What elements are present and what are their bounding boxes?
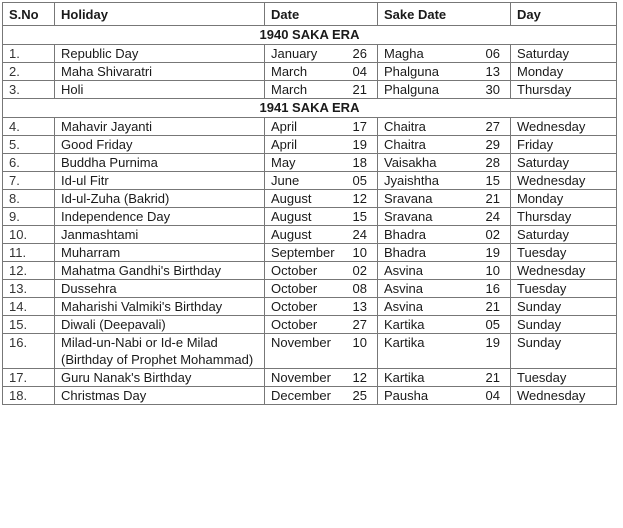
cell-sno: 10.	[3, 226, 55, 244]
cell-saka-date	[378, 316, 511, 334]
date-month: November	[271, 335, 331, 350]
section-row	[3, 99, 617, 118]
date-wrap	[271, 369, 371, 386]
saka-month: Asvina	[384, 281, 424, 296]
saka-wrap	[384, 262, 504, 279]
saka-day: 19	[485, 335, 500, 350]
date-wrap	[271, 226, 371, 243]
date-day: 18	[352, 155, 367, 170]
saka-month: Bhadra	[384, 227, 426, 242]
saka-day: 02	[485, 227, 500, 242]
date-month: April	[271, 119, 298, 134]
table-row	[3, 244, 617, 262]
date-wrap	[271, 262, 371, 279]
cell-holiday: Id-ul Fitr	[55, 172, 265, 190]
cell-saka-date	[378, 81, 511, 99]
date-day: 05	[352, 173, 367, 188]
saka-wrap	[384, 298, 504, 315]
cell-sno: 8.	[3, 190, 55, 208]
saka-month: Phalguna	[384, 64, 439, 79]
saka-wrap	[384, 81, 504, 98]
cell-day: Wednesday	[511, 387, 617, 405]
cell-holiday: Holi	[55, 81, 265, 99]
saka-wrap	[384, 136, 504, 153]
saka-day: 05	[485, 317, 500, 332]
cell-day: Saturday	[511, 154, 617, 172]
date-wrap	[271, 387, 371, 404]
cell-day: Tuesday	[511, 280, 617, 298]
table-row	[3, 154, 617, 172]
table-row	[3, 316, 617, 334]
cell-holiday: Maharishi Valmiki's Birthday	[55, 298, 265, 316]
date-day: 08	[352, 281, 367, 296]
saka-month: Sravana	[384, 209, 433, 224]
saka-day: 21	[485, 370, 500, 385]
cell-sno: 15.	[3, 316, 55, 334]
cell-sno: 18.	[3, 387, 55, 405]
cell-day: Tuesday	[511, 369, 617, 387]
date-month: March	[271, 82, 308, 97]
header-day: Day	[511, 3, 617, 26]
date-month: October	[271, 317, 318, 332]
table-row	[3, 262, 617, 280]
cell-day: Thursday	[511, 81, 617, 99]
cell-saka-date	[378, 63, 511, 81]
cell-sno: 16.	[3, 334, 55, 369]
date-day: 25	[352, 388, 367, 403]
cell-saka-date	[378, 136, 511, 154]
section-title: 1940 SAKA ERA	[3, 26, 617, 45]
cell-day: Monday	[511, 63, 617, 81]
cell-day: Sunday	[511, 334, 617, 369]
date-wrap	[271, 63, 371, 80]
date-month: October	[271, 299, 318, 314]
cell-day: Saturday	[511, 226, 617, 244]
date-day: 24	[352, 227, 367, 242]
date-day: 12	[352, 370, 367, 385]
saka-wrap	[384, 369, 504, 386]
date-wrap	[271, 190, 371, 207]
table-row	[3, 387, 617, 405]
saka-wrap	[384, 45, 504, 62]
cell-date	[265, 244, 378, 262]
cell-day: Wednesday	[511, 262, 617, 280]
saka-day: 19	[485, 245, 500, 260]
date-month: October	[271, 281, 318, 296]
cell-saka-date	[378, 387, 511, 405]
saka-month: Kartika	[384, 370, 425, 385]
saka-wrap	[384, 190, 504, 207]
saka-day: 15	[485, 173, 500, 188]
saka-month: Kartika	[384, 317, 425, 332]
cell-sno: 3.	[3, 81, 55, 99]
cell-date	[265, 369, 378, 387]
cell-holiday: Republic Day	[55, 45, 265, 63]
cell-date	[265, 154, 378, 172]
cell-date	[265, 262, 378, 280]
saka-day: 21	[485, 191, 500, 206]
saka-wrap	[384, 387, 504, 404]
date-wrap	[271, 298, 371, 315]
saka-month: Chaitra	[384, 137, 426, 152]
cell-date	[265, 316, 378, 334]
date-day: 26	[352, 46, 367, 61]
table-row	[3, 45, 617, 63]
saka-month: Pausha	[384, 388, 429, 403]
header-holiday: Holiday	[55, 3, 265, 26]
saka-day: 27	[485, 119, 500, 134]
saka-month: Sravana	[384, 191, 433, 206]
cell-holiday: Milad-un-Nabi or Id-e Milad (Birthday of Prophet Mohammad)	[55, 334, 265, 369]
cell-sno: 11.	[3, 244, 55, 262]
saka-day: 04	[485, 388, 500, 403]
section-title: 1941 SAKA ERA	[3, 99, 617, 118]
date-wrap	[271, 208, 371, 225]
cell-holiday: Mahatma Gandhi's Birthday	[55, 262, 265, 280]
cell-saka-date	[378, 45, 511, 63]
date-month: August	[271, 209, 312, 224]
cell-holiday: Diwali (Deepavali)	[55, 316, 265, 334]
saka-wrap	[384, 280, 504, 297]
cell-saka-date	[378, 298, 511, 316]
date-day: 19	[352, 137, 367, 152]
date-day: 17	[352, 119, 367, 134]
cell-date	[265, 208, 378, 226]
cell-day: Monday	[511, 190, 617, 208]
table-row	[3, 172, 617, 190]
cell-holiday: Dussehra	[55, 280, 265, 298]
cell-holiday: Mahavir Jayanti	[55, 118, 265, 136]
saka-month: Chaitra	[384, 119, 426, 134]
date-wrap	[271, 280, 371, 297]
saka-day: 29	[485, 137, 500, 152]
cell-date	[265, 298, 378, 316]
date-wrap	[271, 316, 371, 333]
cell-date	[265, 190, 378, 208]
date-day: 27	[352, 317, 367, 332]
date-day: 13	[352, 299, 367, 314]
cell-saka-date	[378, 334, 511, 369]
cell-date	[265, 226, 378, 244]
cell-date	[265, 136, 378, 154]
date-day: 02	[352, 263, 367, 278]
cell-date	[265, 172, 378, 190]
date-month: September	[271, 245, 335, 260]
saka-wrap	[384, 334, 504, 351]
cell-date	[265, 63, 378, 81]
cell-day: Wednesday	[511, 172, 617, 190]
cell-holiday: Good Friday	[55, 136, 265, 154]
cell-sno: 2.	[3, 63, 55, 81]
date-month: August	[271, 191, 312, 206]
table-row	[3, 226, 617, 244]
cell-holiday: Independence Day	[55, 208, 265, 226]
cell-sno: 1.	[3, 45, 55, 63]
date-month: November	[271, 370, 331, 385]
date-month: March	[271, 64, 308, 79]
header-sno: S.No	[3, 3, 55, 26]
cell-day: Sunday	[511, 298, 617, 316]
cell-day: Saturday	[511, 45, 617, 63]
section-row	[3, 26, 617, 45]
table-row	[3, 63, 617, 81]
cell-holiday: Guru Nanak's Birthday	[55, 369, 265, 387]
date-month: May	[271, 155, 296, 170]
table-row	[3, 369, 617, 387]
date-wrap	[271, 244, 371, 261]
cell-date	[265, 280, 378, 298]
saka-wrap	[384, 226, 504, 243]
cell-sno: 17.	[3, 369, 55, 387]
saka-day: 24	[485, 209, 500, 224]
saka-wrap	[384, 154, 504, 171]
date-wrap	[271, 154, 371, 171]
cell-sno: 5.	[3, 136, 55, 154]
saka-month: Phalguna	[384, 82, 439, 97]
date-day: 21	[352, 82, 367, 97]
saka-wrap	[384, 63, 504, 80]
cell-saka-date	[378, 172, 511, 190]
date-wrap	[271, 45, 371, 62]
cell-saka-date	[378, 118, 511, 136]
saka-day: 28	[485, 155, 500, 170]
cell-sno: 12.	[3, 262, 55, 280]
saka-month: Asvina	[384, 263, 424, 278]
date-day: 04	[352, 64, 367, 79]
cell-saka-date	[378, 244, 511, 262]
date-wrap	[271, 136, 371, 153]
date-month: June	[271, 173, 300, 188]
saka-month: Asvina	[384, 299, 424, 314]
cell-sno: 4.	[3, 118, 55, 136]
date-day: 15	[352, 209, 367, 224]
cell-sno: 9.	[3, 208, 55, 226]
cell-saka-date	[378, 280, 511, 298]
saka-day: 06	[485, 46, 500, 61]
cell-holiday: Buddha Purnima	[55, 154, 265, 172]
date-day: 12	[352, 191, 367, 206]
cell-saka-date	[378, 369, 511, 387]
cell-day: Wednesday	[511, 118, 617, 136]
date-wrap	[271, 81, 371, 98]
table-row	[3, 118, 617, 136]
cell-day: Thursday	[511, 208, 617, 226]
cell-day: Sunday	[511, 316, 617, 334]
saka-day: 21	[485, 299, 500, 314]
saka-month: Vaisakha	[384, 155, 437, 170]
saka-day: 16	[485, 281, 500, 296]
saka-day: 30	[485, 82, 500, 97]
cell-day: Tuesday	[511, 244, 617, 262]
cell-saka-date	[378, 262, 511, 280]
table-row	[3, 280, 617, 298]
cell-saka-date	[378, 208, 511, 226]
cell-sno: 7.	[3, 172, 55, 190]
table-row	[3, 208, 617, 226]
date-wrap	[271, 172, 371, 189]
saka-wrap	[384, 208, 504, 225]
header-date: Date	[265, 3, 378, 26]
date-month: August	[271, 227, 312, 242]
saka-wrap	[384, 172, 504, 189]
cell-holiday: Janmashtami	[55, 226, 265, 244]
saka-month: Bhadra	[384, 245, 426, 260]
saka-day: 13	[485, 64, 500, 79]
saka-wrap	[384, 316, 504, 333]
cell-holiday: Maha Shivaratri	[55, 63, 265, 81]
cell-date	[265, 334, 378, 369]
date-wrap	[271, 334, 371, 351]
cell-day: Friday	[511, 136, 617, 154]
cell-sno: 6.	[3, 154, 55, 172]
cell-saka-date	[378, 154, 511, 172]
table-row	[3, 298, 617, 316]
date-day: 10	[352, 245, 367, 260]
date-month: January	[271, 46, 318, 61]
cell-holiday: Id-ul-Zuha (Bakrid)	[55, 190, 265, 208]
cell-date	[265, 81, 378, 99]
saka-wrap	[384, 118, 504, 135]
date-month: April	[271, 137, 298, 152]
saka-month: Kartika	[384, 335, 425, 350]
date-day: 10	[352, 335, 367, 350]
date-month: December	[271, 388, 331, 403]
header-row	[3, 3, 617, 26]
date-month: October	[271, 263, 318, 278]
cell-saka-date	[378, 226, 511, 244]
cell-sno: 13.	[3, 280, 55, 298]
cell-holiday: Muharram	[55, 244, 265, 262]
cell-saka-date	[378, 190, 511, 208]
saka-wrap	[384, 244, 504, 261]
table-row	[3, 334, 617, 369]
cell-date	[265, 387, 378, 405]
cell-date	[265, 45, 378, 63]
saka-month: Jyaishtha	[384, 173, 439, 188]
holiday-table	[2, 2, 617, 405]
date-wrap	[271, 118, 371, 135]
table-body	[3, 26, 617, 405]
saka-day: 10	[485, 263, 500, 278]
table-row	[3, 190, 617, 208]
cell-sno: 14.	[3, 298, 55, 316]
cell-date	[265, 118, 378, 136]
cell-holiday: Christmas Day	[55, 387, 265, 405]
header-saka-date: Sake Date	[378, 3, 511, 26]
table-row	[3, 136, 617, 154]
saka-month: Magha	[384, 46, 424, 61]
table-row	[3, 81, 617, 99]
